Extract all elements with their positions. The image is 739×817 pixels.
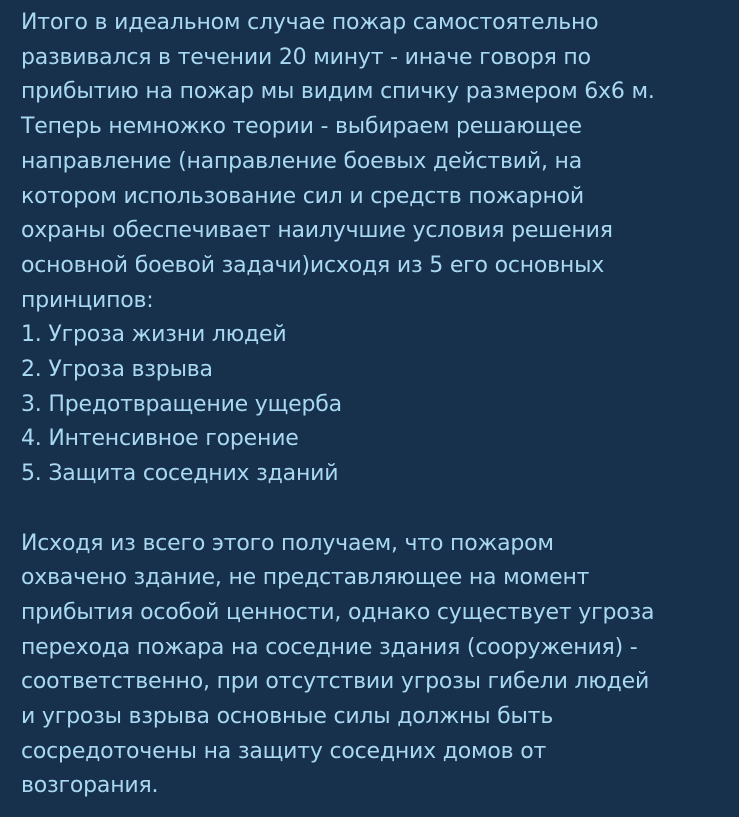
text-line: развивался в течении 20 минут - иначе говоря по <box>21 44 591 70</box>
text-line: охвачено здание, не представляющее на момент <box>21 565 590 591</box>
list-item: 2. Угроза взрыва <box>21 357 213 383</box>
text-line: соответственно, при отсутствии угрозы гибели людей <box>21 669 650 695</box>
paragraph-gap <box>21 492 725 527</box>
text-line: перехода пожара на соседние здания (сооружения) - <box>21 634 638 660</box>
text-line: Итого в идеальном случае пожар самостоятельно <box>21 10 599 35</box>
list-item: 5. Защита соседних зданий <box>21 461 339 487</box>
text-line: направление (направление боевых действий, на <box>21 148 582 174</box>
list-item: 4. Интенсивное горение <box>21 426 299 452</box>
text-line: принципов: <box>21 287 154 313</box>
text-line: и угрозы взрыва основные силы должны быть <box>21 704 554 730</box>
text-line: Исходя из всего этого получаем, что пожаром <box>21 530 554 556</box>
text-line: прибытию на пожар мы видим спичку размером 6х6 м. <box>21 79 655 105</box>
text-line: охраны обеспечивает наилучшие условия решения <box>21 218 613 244</box>
text-line: сосредоточены на защиту соседних домов от <box>21 738 547 764</box>
list-item: 1. Угроза жизни людей <box>21 322 287 348</box>
text-line: прибытия особой ценности, однако существует угроза <box>21 599 655 625</box>
principles-list <box>21 318 725 492</box>
text-line: котором использование сил и средств пожарной <box>21 183 584 209</box>
list-item: 3. Предотвращение ущерба <box>21 391 342 417</box>
intro-paragraph <box>21 6 725 318</box>
text-line: Теперь немножко теории - выбираем решающее <box>21 114 582 140</box>
text-line: возгорания. <box>21 773 159 799</box>
text-line: основной боевой задачи)исходя из 5 его основных <box>21 252 605 278</box>
conclusion-paragraph <box>21 527 725 805</box>
